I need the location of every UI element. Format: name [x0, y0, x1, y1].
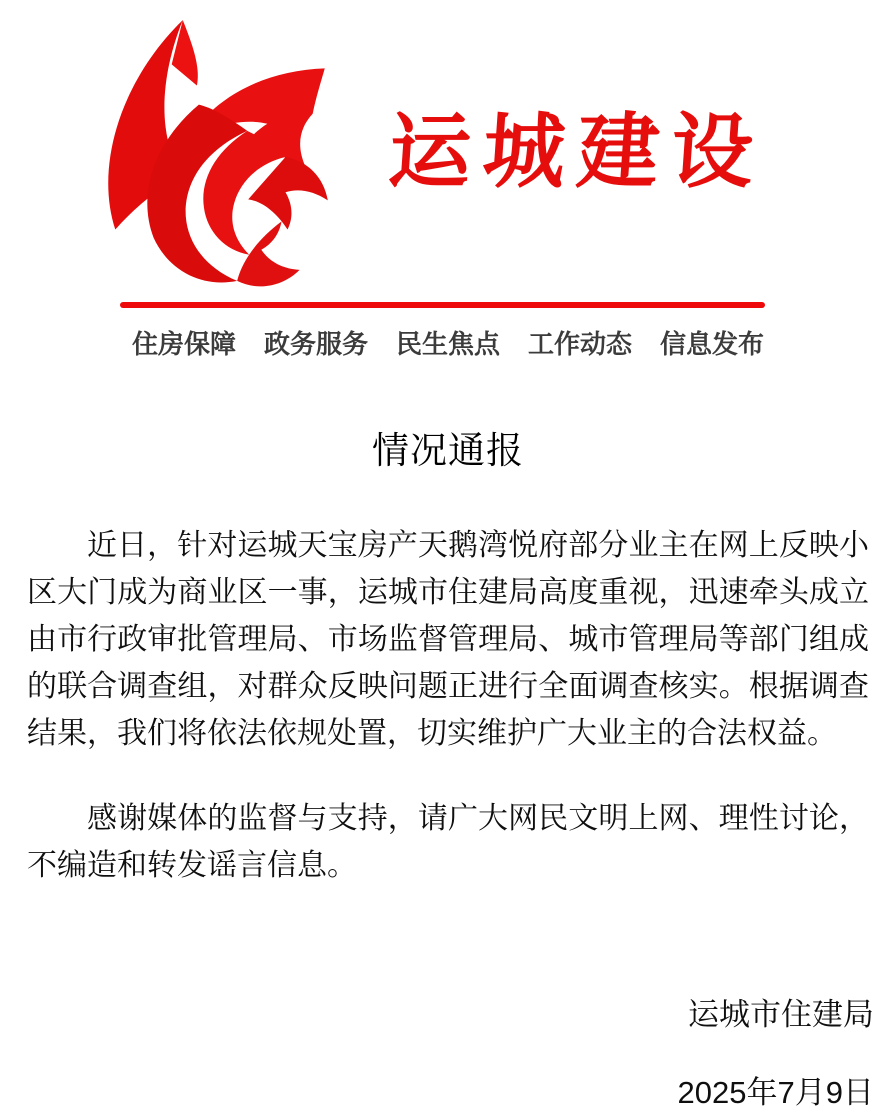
- notice-paragraph-1: 近日，针对运城天宝房产天鹅湾悦府部分业主在网上反映小区大门成为商业区一事，运城市住建局高度重视，迅速牵头成立由市行政审批管理局、市场监督管理局、城市管理局等部门组成的联合调查组，对群众反映问题正进行全面调查核实。根据调查结果，我们将依法依规处置，切实维护广大业主的合法权益。: [27, 528, 869, 750]
- brand-title: 运城建设: [385, 107, 769, 198]
- phoenix-logo-icon: [85, 10, 347, 292]
- nav-item-work-updates[interactable]: 工作动态: [528, 329, 633, 359]
- nav-item-housing-security[interactable]: 住房保障: [131, 329, 236, 359]
- nav-item-info-release[interactable]: 信息发布: [660, 329, 765, 359]
- notice-footer: [0, 997, 874, 1111]
- notice-title: 情况通报: [372, 429, 524, 471]
- notice-paragraph-2: 感谢媒体的监督与支持，请广大网民文明上网、理性讨论，不编造和转发谣言信息。: [27, 801, 869, 882]
- nav-item-livelihood-focus[interactable]: 民生焦点: [395, 329, 500, 359]
- date: 2025年7月9日: [677, 1074, 874, 1110]
- header-banner: [0, 0, 896, 300]
- signature: 运城市住建局: [688, 996, 874, 1032]
- notice-body: [27, 522, 869, 889]
- nav-item-gov-services[interactable]: 政务服务: [263, 329, 368, 359]
- nav-menu: [0, 328, 896, 362]
- red-divider: [120, 302, 765, 308]
